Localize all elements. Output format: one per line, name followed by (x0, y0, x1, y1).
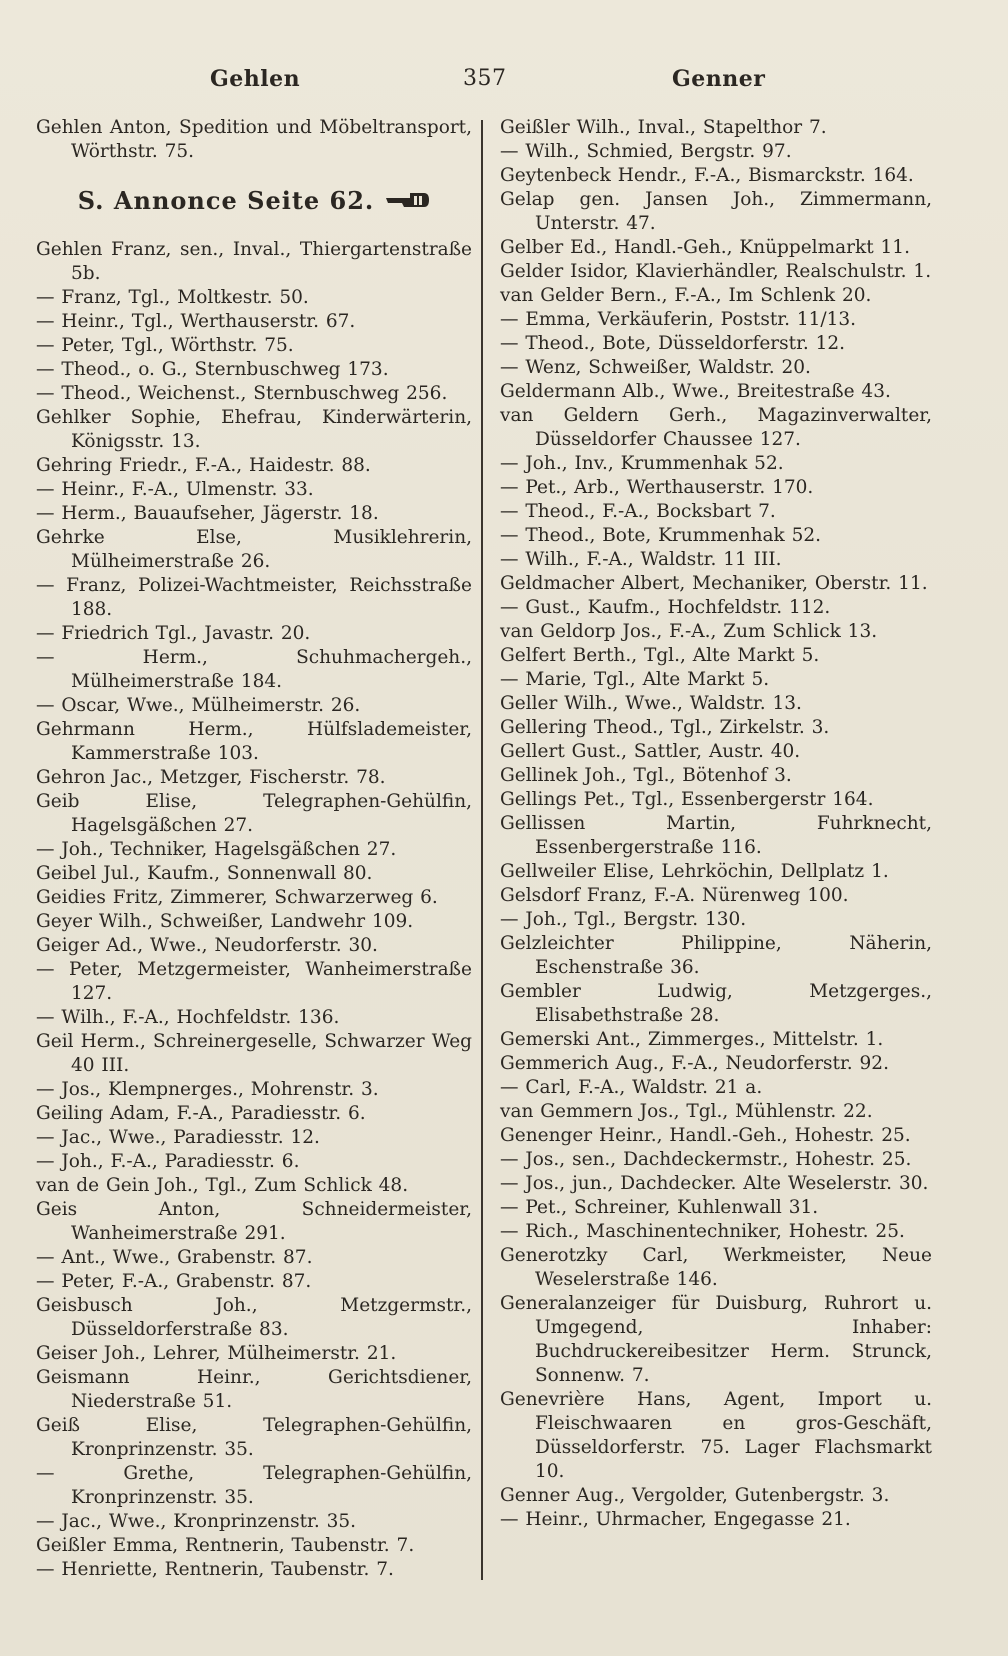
list-item: Geis Anton, Schneidermeister, Wanheimerstraße 291. (36, 1198, 472, 1244)
list-item: — Franz, Polizei-Wachtmeister, Reichsstraße 188. (36, 574, 472, 620)
list-item: Gelap gen. Jansen Joh., Zimmermann, Unterstr. 47. (500, 189, 932, 234)
list-item: Gehlen Franz, sen., Inval., Thiergartenstraße 5b. (36, 238, 472, 284)
list-item: Gembler Ludwig, Metzgerges., Elisabethstraße 28. (500, 981, 932, 1026)
list-item: Geil Herm., Schreinergeselle, Schwarzer Weg 40 III. (36, 1030, 472, 1076)
list-item: — Theod., F.-A., Bocksbart 7. (500, 501, 776, 522)
list-item: van Gemmern Jos., Tgl., Mühlenstr. 22. (500, 1101, 873, 1122)
running-head-left: Gehlen (210, 66, 301, 92)
list-item: Geldermann Alb., Wwe., Breitestraße 43. (500, 381, 891, 402)
list-item: Genner Aug., Vergolder, Gutenbergstr. 3. (500, 1485, 890, 1506)
list-item: Geismann Heinr., Gerichtsdiener, Niederstraße 51. (36, 1366, 472, 1412)
list-item: van Gelder Bern., F.-A., Im Schlenk 20. (500, 285, 872, 306)
list-item: van de Gein Joh., Tgl., Zum Schlick 48. (36, 1174, 409, 1196)
list-item: — Wilh., F.-A., Hochfeldstr. 136. (36, 1006, 340, 1028)
list-item: van Geldern Gerh., Magazinverwalter, Düsseldorfer Chaussee 127. (500, 405, 932, 450)
list-item: Gellissen Martin, Fuhrknecht, Essenbergerstraße 116. (500, 813, 932, 858)
list-item: Geldmacher Albert, Mechaniker, Oberstr. 11. (500, 573, 928, 594)
list-item: — Theod., Weichenst., Sternbuschweg 256. (36, 382, 448, 404)
list-item: — Theod., Bote, Düsseldorferstr. 12. (500, 333, 846, 354)
list-item: — Emma, Verkäuferin, Poststr. 11/13. (500, 309, 857, 330)
list-item: Generotzky Carl, Werkmeister, Neue Weselerstraße 146. (500, 1245, 932, 1290)
column-divider (481, 120, 483, 1580)
list-item: van Geldorp Jos., F.-A., Zum Schlick 13. (500, 621, 878, 642)
list-item: Geiser Joh., Lehrer, Mülheimerstr. 21. (36, 1342, 397, 1364)
list-item: — Grethe, Telegraphen-Gehülfin, Kronprinzenstr. 35. (36, 1462, 472, 1508)
list-item: — Gust., Kaufm., Hochfeldstr. 112. (500, 597, 831, 618)
list-item: Geißler Emma, Rentnerin, Taubenstr. 7. (36, 1534, 415, 1556)
left-column (36, 116, 472, 1582)
list-item: — Theod., o. G., Sternbuschweg 173. (36, 358, 389, 380)
list-item: Geytenbeck Hendr., F.-A., Bismarckstr. 164. (500, 165, 914, 186)
list-item: Geißler Wilh., Inval., Stapelthor 7. (500, 117, 827, 138)
list-item: Gelsdorf Franz, F.-A. Nürenweg 100. (500, 885, 849, 906)
list-item: — Wenz, Schweißer, Waldstr. 20. (500, 357, 811, 378)
list-item: Gehring Friedr., F.-A., Haidestr. 88. (36, 454, 371, 476)
list-item: — Jos., jun., Dachdecker. Alte Weselerstr. 30. (500, 1173, 929, 1194)
list-item: — Peter, Metzgermeister, Wanheimerstraße 127. (36, 958, 472, 1004)
list-item: Gehron Jac., Metzger, Fischerstr. 78. (36, 766, 386, 788)
list-item: — Peter, Tgl., Wörthstr. 75. (36, 334, 294, 356)
list-item: — Wilh., F.-A., Waldstr. 11 III. (500, 549, 782, 570)
list-item: Genenger Heinr., Handl.-Geh., Hohestr. 25. (500, 1125, 911, 1146)
list-item: — Joh., Techniker, Hagelsgäßchen 27. (36, 838, 397, 860)
list-item: Gelzleichter Philippine, Näherin, Eschenstraße 36. (500, 933, 932, 978)
list-item: Gemmerich Aug., F.-A., Neudorferstr. 92. (500, 1053, 889, 1074)
list-item: — Wilh., Schmied, Bergstr. 97. (500, 141, 792, 162)
list-item: Gehrmann Herm., Hülfslademeister, Kammerstraße 103. (36, 718, 472, 764)
list-item: Geller Wilh., Wwe., Waldstr. 13. (500, 693, 802, 714)
list-item: — Herm., Bauaufseher, Jägerstr. 18. (36, 502, 379, 524)
list-item: Geiger Ad., Wwe., Neudorferstr. 30. (36, 934, 378, 956)
list-item: — Carl, F.-A., Waldstr. 21 a. (500, 1077, 763, 1098)
list-item: — Oscar, Wwe., Mülheimerstr. 26. (36, 694, 361, 716)
pointing-hand-icon (384, 188, 430, 218)
right-column (500, 116, 932, 1532)
list-item: Gelder Isidor, Klavierhändler, Realschulstr. 1. (500, 261, 932, 282)
list-item: — Marie, Tgl., Alte Markt 5. (500, 669, 770, 690)
list-item: Geib Elise, Telegraphen-Gehülfin, Hagelsgäßchen 27. (36, 790, 472, 836)
annonce-text: S. Annonce Seite 62. (77, 186, 375, 215)
list-item: — Theod., Bote, Krummenhak 52. (500, 525, 822, 546)
list-item: Geiling Adam, F.-A., Paradiesstr. 6. (36, 1102, 366, 1124)
list-item: Generalanzeiger für Duisburg, Ruhrort u. Umgegend, Inhaber: Buchdruckereibesitzer Herm. Strunck, Sonnenw. 7. (500, 1293, 932, 1386)
list-item: Gellings Pet., Tgl., Essenbergerstr 164. (500, 789, 874, 810)
list-item: — Heinr., Uhrmacher, Engegasse 21. (500, 1509, 851, 1530)
list-item: Gellweiler Elise, Lehrköchin, Dellplatz 1. (500, 861, 889, 882)
list-item: — Heinr., Tgl., Werthauserstr. 67. (36, 310, 356, 332)
list-item: — Ant., Wwe., Grabenstr. 87. (36, 1246, 313, 1268)
list-item: Geibel Jul., Kaufm., Sonnenwall 80. (36, 862, 373, 884)
list-item: Gehlker Sophie, Ehefrau, Kinderwärterin, Königsstr. 13. (36, 406, 472, 452)
page-number: 357 (463, 66, 507, 91)
list-item: Gellering Theod., Tgl., Zirkelstr. 3. (500, 717, 830, 738)
list-item: — Jac., Wwe., Paradiesstr. 12. (36, 1126, 320, 1148)
list-item: Geisbusch Joh., Metzgermstr., Düsseldorferstraße 83. (36, 1294, 472, 1340)
list-item: — Jos., Klempnerges., Mohrenstr. 3. (36, 1078, 379, 1100)
list-item: Gemerski Ant., Zimmerges., Mittelstr. 1. (500, 1029, 884, 1050)
list-item: — Franz, Tgl., Moltkestr. 50. (36, 286, 309, 308)
list-item: — Pet., Schreiner, Kuhlenwall 31. (500, 1197, 819, 1218)
list-item: — Heinr., F.-A., Ulmenstr. 33. (36, 478, 314, 500)
list-item: Genevrière Hans, Agent, Import u. Fleischwaaren en gros-Geschäft, Düsseldorferstr. 75. Lager Flachsmarkt 10. (500, 1389, 932, 1482)
list-item: — Peter, F.-A., Grabenstr. 87. (36, 1270, 312, 1292)
list-item: Gelber Ed., Handl.-Geh., Knüppelmarkt 11. (500, 237, 910, 258)
list-item: — Friedrich Tgl., Javastr. 20. (36, 622, 311, 644)
list-item: — Pet., Arb., Werthauserstr. 170. (500, 477, 814, 498)
list-item: — Herm., Schuhmachergeh., Mülheimerstraße 184. (36, 646, 472, 692)
list-item: — Henriette, Rentnerin, Taubenstr. 7. (36, 1558, 394, 1580)
list-item: — Jac., Wwe., Kronprinzenstr. 35. (36, 1510, 357, 1532)
running-head-right: Genner (672, 66, 766, 92)
list-item: — Jos., sen., Dachdeckermstr., Hohestr. 25. (500, 1149, 912, 1170)
list-item: Geyer Wilh., Schweißer, Landwehr 109. (36, 910, 414, 932)
list-item: — Rich., Maschinentechniker, Hohestr. 25. (500, 1221, 905, 1242)
list-item: Gellert Gust., Sattler, Austr. 40. (500, 741, 801, 762)
annonce-reference (36, 186, 472, 218)
list-item: — Joh., F.-A., Paradiesstr. 6. (36, 1150, 300, 1172)
list-item: Gehrke Else, Musiklehrerin, Mülheimerstraße 26. (36, 526, 472, 572)
list-item: — Joh., Tgl., Bergstr. 130. (500, 909, 747, 930)
list-item: Geiß Elise, Telegraphen-Gehülfin, Kronprinzenstr. 35. (36, 1414, 472, 1460)
list-item: Gelfert Berth., Tgl., Alte Markt 5. (500, 645, 820, 666)
list-item: Gellinek Joh., Tgl., Bötenhof 3. (500, 765, 792, 786)
list-item: — Joh., Inv., Krummenhak 52. (500, 453, 784, 474)
list-item: Geidies Fritz, Zimmerer, Schwarzerweg 6. (36, 886, 438, 908)
list-item: Gehlen Anton, Spedition und Möbeltransport, Wörthstr. 75. (36, 117, 472, 162)
